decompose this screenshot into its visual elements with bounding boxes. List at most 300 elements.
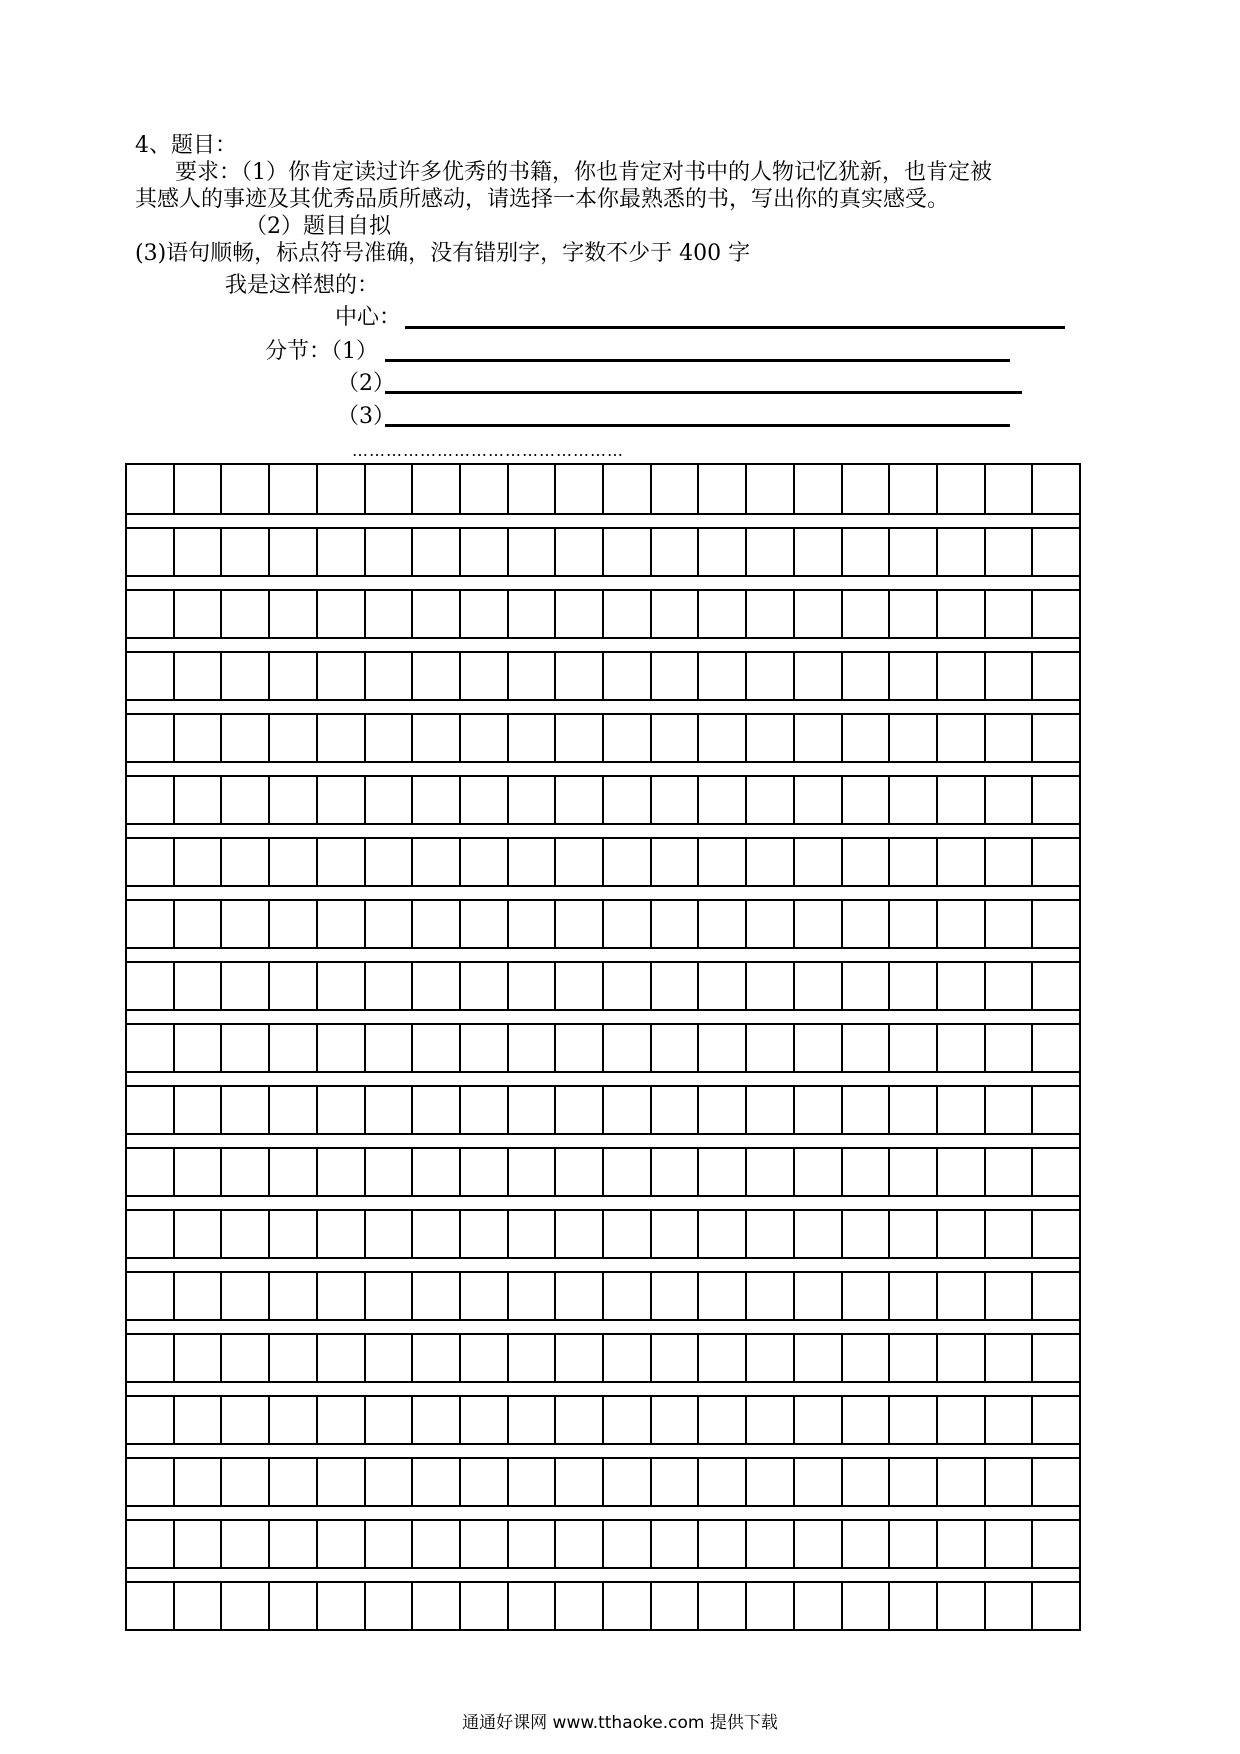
grid-cell[interactable] [697, 1273, 745, 1319]
grid-cell[interactable] [1031, 1521, 1079, 1567]
grid-cell[interactable] [173, 1087, 221, 1133]
grid-cell[interactable] [411, 1211, 459, 1257]
grid-cell[interactable] [888, 465, 936, 513]
grid-cell[interactable] [364, 1335, 412, 1381]
grid-cell[interactable] [268, 653, 316, 699]
grid-cell[interactable] [220, 777, 268, 823]
grid-cell[interactable] [793, 1583, 841, 1629]
grid-cell[interactable] [459, 1211, 507, 1257]
grid-cell[interactable] [984, 1583, 1032, 1629]
grid-cell[interactable] [793, 1335, 841, 1381]
grid-cell[interactable] [745, 1521, 793, 1567]
grid-cell[interactable] [507, 653, 555, 699]
grid-cell[interactable] [793, 1087, 841, 1133]
grid-cell[interactable] [268, 1521, 316, 1567]
grid-cell[interactable] [127, 1149, 173, 1195]
grid-cell[interactable] [936, 839, 984, 885]
grid-cell[interactable] [364, 1397, 412, 1443]
grid-cell[interactable] [793, 963, 841, 1009]
grid-cell[interactable] [697, 1087, 745, 1133]
grid-cell[interactable] [841, 591, 889, 637]
grid-cell[interactable] [173, 1335, 221, 1381]
grid-cell[interactable] [459, 963, 507, 1009]
grid-cell[interactable] [1031, 1335, 1079, 1381]
grid-cell[interactable] [220, 963, 268, 1009]
grid-cell[interactable] [650, 653, 698, 699]
grid-cell[interactable] [268, 465, 316, 513]
grid-cell[interactable] [411, 653, 459, 699]
grid-cell[interactable] [650, 901, 698, 947]
grid-cell[interactable] [602, 1459, 650, 1505]
grid-cell[interactable] [697, 465, 745, 513]
grid-cell[interactable] [888, 1335, 936, 1381]
grid-cell[interactable] [220, 901, 268, 947]
grid-cell[interactable] [127, 1521, 173, 1567]
grid-cell[interactable] [745, 715, 793, 761]
grid-cell[interactable] [364, 839, 412, 885]
grid-cell[interactable] [127, 591, 173, 637]
grid-cell[interactable] [936, 529, 984, 575]
grid-cell[interactable] [459, 1397, 507, 1443]
grid-cell[interactable] [841, 715, 889, 761]
grid-cell[interactable] [936, 715, 984, 761]
grid-cell[interactable] [507, 1583, 555, 1629]
grid-cell[interactable] [220, 1521, 268, 1567]
grid-cell[interactable] [841, 1273, 889, 1319]
grid-cell[interactable] [507, 1273, 555, 1319]
grid-cell[interactable] [459, 653, 507, 699]
grid-cell[interactable] [268, 1087, 316, 1133]
grid-cell[interactable] [554, 1459, 602, 1505]
grid-cell[interactable] [316, 1211, 364, 1257]
grid-cell[interactable] [745, 963, 793, 1009]
grid-cell[interactable] [984, 1335, 1032, 1381]
grid-cell[interactable] [220, 465, 268, 513]
grid-cell[interactable] [1031, 963, 1079, 1009]
grid-cell[interactable] [173, 529, 221, 575]
grid-cell[interactable] [220, 591, 268, 637]
grid-cell[interactable] [554, 1149, 602, 1195]
grid-cell[interactable] [316, 715, 364, 761]
grid-cell[interactable] [984, 777, 1032, 823]
grid-cell[interactable] [745, 839, 793, 885]
grid-cell[interactable] [127, 1335, 173, 1381]
grid-cell[interactable] [364, 901, 412, 947]
grid-cell[interactable] [936, 591, 984, 637]
grid-cell[interactable] [984, 1149, 1032, 1195]
grid-cell[interactable] [127, 963, 173, 1009]
grid-cell[interactable] [793, 653, 841, 699]
grid-cell[interactable] [268, 1335, 316, 1381]
grid-cell[interactable] [220, 529, 268, 575]
grid-cell[interactable] [411, 715, 459, 761]
grid-cell[interactable] [888, 777, 936, 823]
grid-cell[interactable] [364, 1273, 412, 1319]
grid-cell[interactable] [411, 1087, 459, 1133]
grid-cell[interactable] [364, 1459, 412, 1505]
grid-cell[interactable] [1031, 1273, 1079, 1319]
grid-cell[interactable] [459, 1335, 507, 1381]
grid-cell[interactable] [364, 529, 412, 575]
grid-cell[interactable] [888, 1025, 936, 1071]
grid-cell[interactable] [602, 963, 650, 1009]
grid-cell[interactable] [411, 1521, 459, 1567]
grid-cell[interactable] [602, 653, 650, 699]
grid-cell[interactable] [459, 1459, 507, 1505]
grid-cell[interactable] [650, 963, 698, 1009]
grid-cell[interactable] [793, 1521, 841, 1567]
grid-cell[interactable] [936, 1087, 984, 1133]
grid-cell[interactable] [127, 465, 173, 513]
grid-cell[interactable] [697, 901, 745, 947]
grid-cell[interactable] [984, 715, 1032, 761]
grid-cell[interactable] [220, 1149, 268, 1195]
grid-cell[interactable] [650, 1335, 698, 1381]
grid-cell[interactable] [316, 1459, 364, 1505]
grid-cell[interactable] [220, 1397, 268, 1443]
grid-cell[interactable] [936, 1149, 984, 1195]
grid-cell[interactable] [507, 1149, 555, 1195]
grid-cell[interactable] [507, 1521, 555, 1567]
grid-cell[interactable] [650, 839, 698, 885]
grid-cell[interactable] [411, 1025, 459, 1071]
grid-cell[interactable] [841, 1025, 889, 1071]
grid-cell[interactable] [697, 777, 745, 823]
grid-cell[interactable] [745, 777, 793, 823]
grid-cell[interactable] [793, 529, 841, 575]
grid-cell[interactable] [268, 1025, 316, 1071]
grid-cell[interactable] [127, 1025, 173, 1071]
grid-cell[interactable] [984, 1521, 1032, 1567]
grid-cell[interactable] [936, 1397, 984, 1443]
grid-cell[interactable] [650, 1025, 698, 1071]
grid-cell[interactable] [173, 1583, 221, 1629]
grid-cell[interactable] [650, 465, 698, 513]
grid-cell[interactable] [364, 465, 412, 513]
grid-cell[interactable] [841, 1583, 889, 1629]
grid-cell[interactable] [936, 1025, 984, 1071]
grid-cell[interactable] [936, 1335, 984, 1381]
grid-cell[interactable] [127, 839, 173, 885]
grid-cell[interactable] [554, 653, 602, 699]
grid-cell[interactable] [316, 529, 364, 575]
grid-cell[interactable] [316, 1583, 364, 1629]
grid-cell[interactable] [316, 1521, 364, 1567]
composition-grid[interactable] [125, 463, 1081, 1631]
grid-cell[interactable] [220, 1583, 268, 1629]
grid-cell[interactable] [554, 715, 602, 761]
grid-cell[interactable] [507, 591, 555, 637]
grid-cell[interactable] [316, 465, 364, 513]
grid-cell[interactable] [173, 1459, 221, 1505]
grid-cell[interactable] [554, 1273, 602, 1319]
grid-cell[interactable] [841, 1397, 889, 1443]
grid-cell[interactable] [268, 1583, 316, 1629]
grid-cell[interactable] [127, 715, 173, 761]
grid-cell[interactable] [745, 1273, 793, 1319]
grid-cell[interactable] [793, 465, 841, 513]
grid-cell[interactable] [793, 839, 841, 885]
grid-cell[interactable] [554, 901, 602, 947]
grid-cell[interactable] [316, 1025, 364, 1071]
center-answer-line[interactable] [405, 326, 1065, 329]
grid-cell[interactable] [459, 901, 507, 947]
grid-cell[interactable] [841, 839, 889, 885]
grid-cell[interactable] [888, 1521, 936, 1567]
grid-cell[interactable] [745, 1583, 793, 1629]
grid-cell[interactable] [173, 1025, 221, 1071]
grid-cell[interactable] [602, 901, 650, 947]
grid-cell[interactable] [268, 715, 316, 761]
grid-cell[interactable] [602, 591, 650, 637]
grid-cell[interactable] [745, 1087, 793, 1133]
grid-cell[interactable] [1031, 591, 1079, 637]
grid-cell[interactable] [268, 529, 316, 575]
grid-cell[interactable] [411, 1273, 459, 1319]
grid-cell[interactable] [220, 715, 268, 761]
grid-cell[interactable] [936, 963, 984, 1009]
grid-cell[interactable] [173, 653, 221, 699]
grid-cell[interactable] [554, 1087, 602, 1133]
grid-cell[interactable] [841, 465, 889, 513]
grid-cell[interactable] [888, 1397, 936, 1443]
grid-cell[interactable] [127, 1087, 173, 1133]
grid-cell[interactable] [793, 1149, 841, 1195]
grid-cell[interactable] [793, 1459, 841, 1505]
grid-cell[interactable] [793, 591, 841, 637]
grid-cell[interactable] [841, 1335, 889, 1381]
grid-cell[interactable] [1031, 1087, 1079, 1133]
grid-cell[interactable] [554, 591, 602, 637]
grid-cell[interactable] [936, 653, 984, 699]
grid-cell[interactable] [602, 1087, 650, 1133]
grid-cell[interactable] [459, 529, 507, 575]
grid-cell[interactable] [220, 1273, 268, 1319]
grid-cell[interactable] [745, 1025, 793, 1071]
grid-cell[interactable] [268, 1459, 316, 1505]
grid-cell[interactable] [697, 653, 745, 699]
grid-cell[interactable] [1031, 653, 1079, 699]
grid-cell[interactable] [268, 1397, 316, 1443]
grid-cell[interactable] [220, 1025, 268, 1071]
grid-cell[interactable] [507, 1087, 555, 1133]
grid-cell[interactable] [173, 1397, 221, 1443]
grid-cell[interactable] [316, 591, 364, 637]
grid-cell[interactable] [602, 465, 650, 513]
grid-cell[interactable] [1031, 839, 1079, 885]
grid-cell[interactable] [364, 1025, 412, 1071]
grid-cell[interactable] [554, 529, 602, 575]
grid-cell[interactable] [745, 465, 793, 513]
grid-cell[interactable] [697, 1211, 745, 1257]
grid-cell[interactable] [459, 777, 507, 823]
grid-cell[interactable] [220, 653, 268, 699]
grid-cell[interactable] [364, 1211, 412, 1257]
grid-cell[interactable] [220, 839, 268, 885]
grid-cell[interactable] [888, 1149, 936, 1195]
grid-cell[interactable] [127, 777, 173, 823]
grid-cell[interactable] [507, 1459, 555, 1505]
grid-cell[interactable] [793, 1025, 841, 1071]
grid-cell[interactable] [127, 1273, 173, 1319]
grid-cell[interactable] [793, 1211, 841, 1257]
grid-cell[interactable] [127, 1397, 173, 1443]
grid-cell[interactable] [888, 715, 936, 761]
grid-cell[interactable] [888, 1273, 936, 1319]
grid-cell[interactable] [936, 465, 984, 513]
grid-cell[interactable] [984, 465, 1032, 513]
grid-cell[interactable] [459, 1521, 507, 1567]
grid-cell[interactable] [936, 1273, 984, 1319]
grid-cell[interactable] [268, 839, 316, 885]
grid-cell[interactable] [316, 653, 364, 699]
grid-cell[interactable] [602, 777, 650, 823]
grid-cell[interactable] [841, 529, 889, 575]
grid-cell[interactable] [984, 963, 1032, 1009]
grid-cell[interactable] [1031, 777, 1079, 823]
grid-cell[interactable] [507, 777, 555, 823]
section-3-answer-line[interactable] [385, 424, 1010, 427]
grid-cell[interactable] [697, 839, 745, 885]
grid-cell[interactable] [984, 901, 1032, 947]
grid-cell[interactable] [888, 1459, 936, 1505]
grid-cell[interactable] [1031, 1149, 1079, 1195]
grid-cell[interactable] [984, 1397, 1032, 1443]
grid-cell[interactable] [268, 591, 316, 637]
grid-cell[interactable] [507, 839, 555, 885]
grid-cell[interactable] [602, 1025, 650, 1071]
grid-cell[interactable] [602, 1149, 650, 1195]
grid-cell[interactable] [364, 1087, 412, 1133]
grid-cell[interactable] [316, 839, 364, 885]
grid-cell[interactable] [841, 1087, 889, 1133]
grid-cell[interactable] [364, 777, 412, 823]
grid-cell[interactable] [745, 1211, 793, 1257]
grid-cell[interactable] [554, 1521, 602, 1567]
grid-cell[interactable] [697, 1335, 745, 1381]
grid-cell[interactable] [554, 839, 602, 885]
grid-cell[interactable] [459, 1583, 507, 1629]
grid-cell[interactable] [697, 1149, 745, 1195]
grid-cell[interactable] [127, 653, 173, 699]
grid-cell[interactable] [459, 1087, 507, 1133]
grid-cell[interactable] [936, 1521, 984, 1567]
grid-cell[interactable] [364, 591, 412, 637]
grid-cell[interactable] [697, 963, 745, 1009]
grid-cell[interactable] [984, 1087, 1032, 1133]
grid-cell[interactable] [411, 1149, 459, 1195]
grid-cell[interactable] [507, 1335, 555, 1381]
grid-cell[interactable] [459, 715, 507, 761]
grid-cell[interactable] [650, 715, 698, 761]
grid-cell[interactable] [127, 529, 173, 575]
grid-cell[interactable] [507, 1025, 555, 1071]
grid-cell[interactable] [268, 777, 316, 823]
section-2-answer-line[interactable] [385, 391, 1022, 394]
grid-cell[interactable] [841, 777, 889, 823]
grid-cell[interactable] [268, 1211, 316, 1257]
grid-cell[interactable] [936, 1459, 984, 1505]
grid-cell[interactable] [745, 901, 793, 947]
grid-cell[interactable] [602, 715, 650, 761]
grid-cell[interactable] [888, 839, 936, 885]
grid-cell[interactable] [888, 963, 936, 1009]
grid-cell[interactable] [173, 1149, 221, 1195]
grid-cell[interactable] [554, 1583, 602, 1629]
grid-cell[interactable] [936, 777, 984, 823]
grid-cell[interactable] [1031, 1211, 1079, 1257]
grid-cell[interactable] [411, 1397, 459, 1443]
grid-cell[interactable] [793, 901, 841, 947]
grid-cell[interactable] [841, 1149, 889, 1195]
grid-cell[interactable] [650, 777, 698, 823]
grid-cell[interactable] [697, 1459, 745, 1505]
grid-cell[interactable] [888, 1087, 936, 1133]
grid-cell[interactable] [173, 1521, 221, 1567]
grid-cell[interactable] [1031, 1397, 1079, 1443]
grid-cell[interactable] [841, 653, 889, 699]
grid-cell[interactable] [268, 963, 316, 1009]
grid-cell[interactable] [554, 777, 602, 823]
grid-cell[interactable] [459, 1273, 507, 1319]
grid-cell[interactable] [411, 1459, 459, 1505]
grid-cell[interactable] [697, 529, 745, 575]
grid-cell[interactable] [364, 1521, 412, 1567]
grid-cell[interactable] [650, 1521, 698, 1567]
grid-cell[interactable] [984, 1273, 1032, 1319]
grid-cell[interactable] [173, 465, 221, 513]
grid-cell[interactable] [745, 1149, 793, 1195]
section-1-answer-line[interactable] [385, 359, 1010, 362]
grid-cell[interactable] [793, 715, 841, 761]
grid-cell[interactable] [936, 1583, 984, 1629]
grid-cell[interactable] [888, 591, 936, 637]
grid-cell[interactable] [1031, 901, 1079, 947]
grid-cell[interactable] [507, 901, 555, 947]
grid-cell[interactable] [316, 963, 364, 1009]
grid-cell[interactable] [936, 901, 984, 947]
grid-cell[interactable] [984, 839, 1032, 885]
grid-cell[interactable] [554, 1211, 602, 1257]
grid-cell[interactable] [841, 1459, 889, 1505]
grid-cell[interactable] [364, 963, 412, 1009]
grid-cell[interactable] [507, 1397, 555, 1443]
grid-cell[interactable] [984, 591, 1032, 637]
grid-cell[interactable] [554, 1335, 602, 1381]
grid-cell[interactable] [697, 1521, 745, 1567]
grid-cell[interactable] [984, 529, 1032, 575]
grid-cell[interactable] [316, 1397, 364, 1443]
grid-cell[interactable] [793, 1397, 841, 1443]
grid-cell[interactable] [650, 529, 698, 575]
grid-cell[interactable] [364, 1149, 412, 1195]
grid-cell[interactable] [411, 777, 459, 823]
grid-cell[interactable] [1031, 1025, 1079, 1071]
grid-cell[interactable] [173, 591, 221, 637]
grid-cell[interactable] [268, 901, 316, 947]
grid-cell[interactable] [888, 1583, 936, 1629]
grid-cell[interactable] [984, 653, 1032, 699]
grid-cell[interactable] [602, 839, 650, 885]
grid-cell[interactable] [984, 1025, 1032, 1071]
grid-cell[interactable] [127, 1583, 173, 1629]
grid-cell[interactable] [1031, 1459, 1079, 1505]
grid-cell[interactable] [507, 963, 555, 1009]
grid-cell[interactable] [888, 653, 936, 699]
grid-cell[interactable] [697, 591, 745, 637]
grid-cell[interactable] [220, 1459, 268, 1505]
grid-cell[interactable] [173, 715, 221, 761]
